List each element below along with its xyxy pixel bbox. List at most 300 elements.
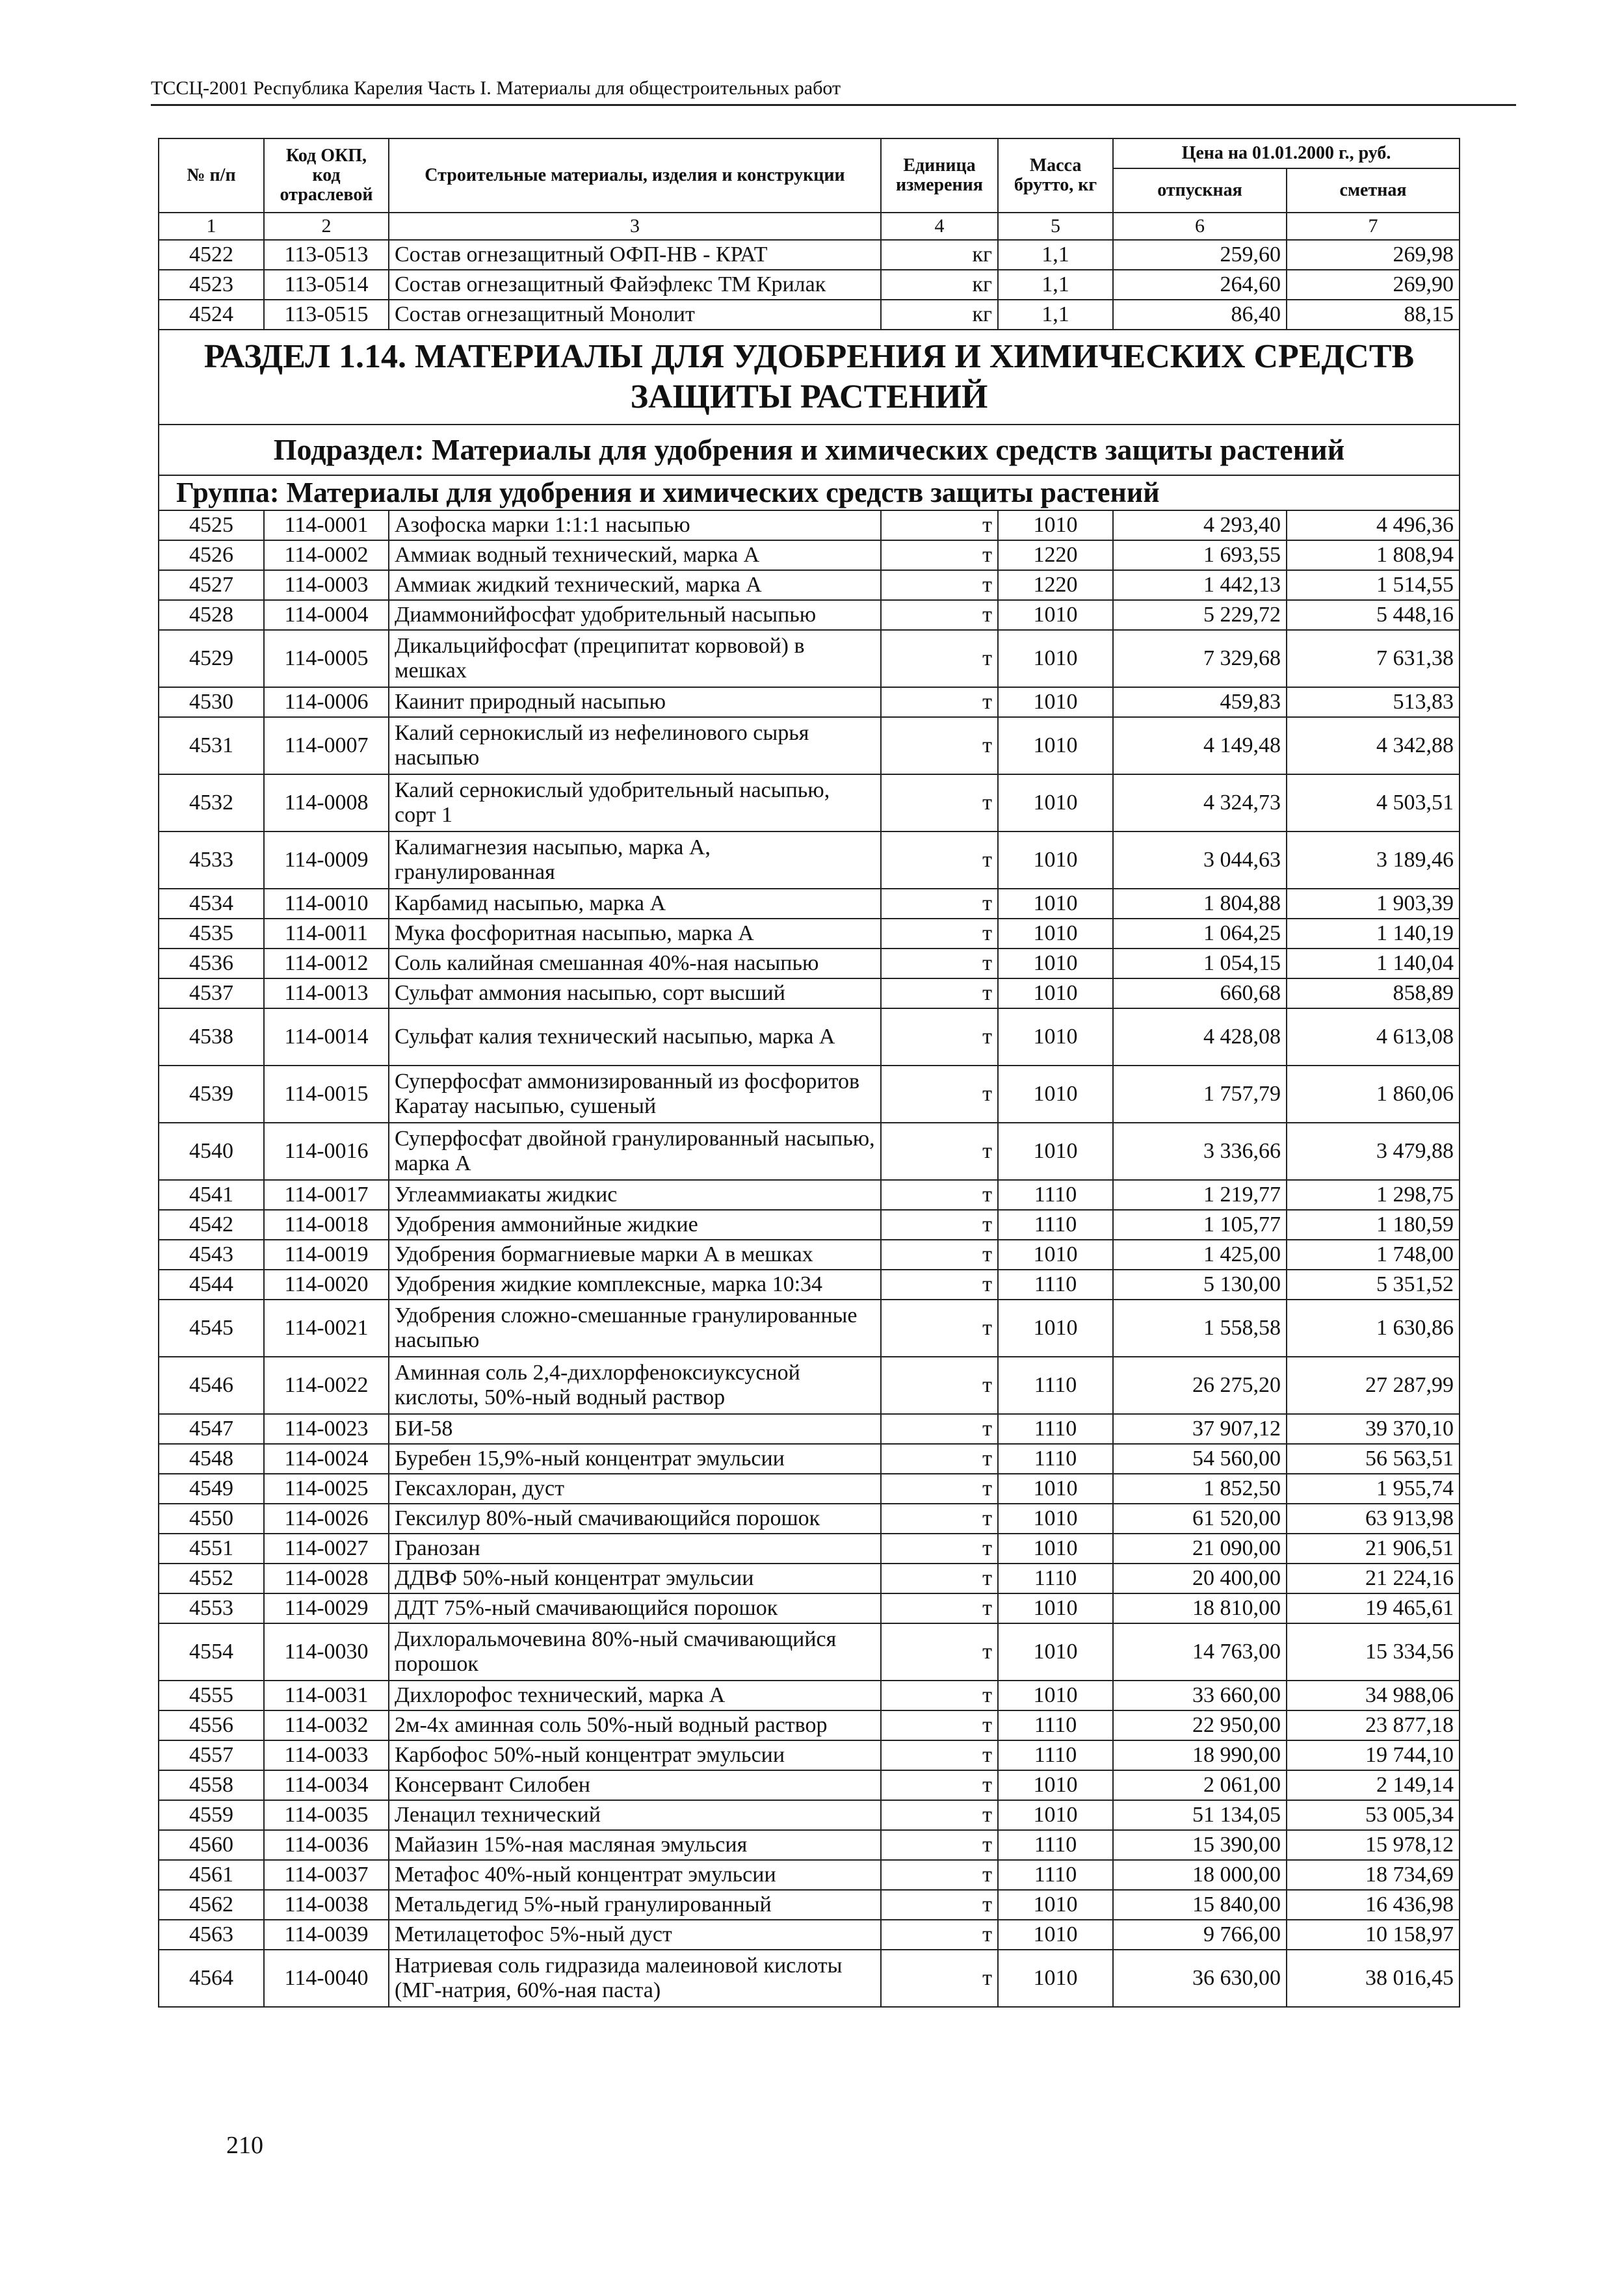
row-mass: 1010	[998, 1300, 1113, 1357]
row-name: Майазин 15%-ная масляная эмульсия	[389, 1830, 881, 1860]
row-unit: т	[881, 1710, 998, 1740]
row-unit: т	[881, 1920, 998, 1950]
row-price-release: 1 693,55	[1113, 540, 1287, 570]
row-unit: т	[881, 831, 998, 889]
row-mass: 1010	[998, 1008, 1113, 1066]
table-row	[159, 600, 1460, 630]
row-code: 114-0028	[264, 1564, 389, 1593]
row-mass: 1010	[998, 630, 1113, 687]
row-unit: т	[881, 1357, 998, 1414]
row-number: 4523	[159, 270, 264, 300]
row-price-release: 18 000,00	[1113, 1860, 1287, 1890]
row-code: 114-0038	[264, 1890, 389, 1920]
row-name: Гексахлоран, дуст	[389, 1474, 881, 1504]
row-number: 4535	[159, 919, 264, 949]
row-code: 114-0030	[264, 1623, 389, 1681]
table-row	[159, 1920, 1460, 1950]
row-name: Аммиак водный технический, марка А	[389, 540, 881, 570]
row-mass: 1220	[998, 570, 1113, 600]
group-title: Группа: Материалы для удобрения и химических средств защиты растений	[159, 475, 1460, 510]
row-name: Дихлоральмочевина 80%-ный смачивающийся порошок	[389, 1623, 881, 1681]
row-price-estimate: 1 630,86	[1287, 1300, 1460, 1357]
row-price-estimate: 3 479,88	[1287, 1123, 1460, 1180]
row-name: Гранозан	[389, 1534, 881, 1564]
row-code: 114-0020	[264, 1270, 389, 1300]
row-mass: 1010	[998, 774, 1113, 831]
row-number: 4538	[159, 1008, 264, 1066]
row-price-estimate: 1 808,94	[1287, 540, 1460, 570]
section-title: РАЗДЕЛ 1.14. МАТЕРИАЛЫ ДЛЯ УДОБРЕНИЯ И ХИМИЧЕСКИХ СРЕДСТВ ЗАЩИТЫ РАСТЕНИЙ	[159, 330, 1460, 425]
row-name: Удобрения жидкие комплексные, марка 10:34	[389, 1270, 881, 1300]
table-row	[159, 1300, 1460, 1357]
row-price-release: 51 134,05	[1113, 1800, 1287, 1830]
row-unit: т	[881, 1770, 998, 1800]
row-unit: т	[881, 774, 998, 831]
row-mass: 1110	[998, 1357, 1113, 1414]
row-price-estimate: 1 514,55	[1287, 570, 1460, 600]
subsection-title: Подраздел: Материалы для удобрения и химических средств защиты растений	[159, 425, 1460, 475]
row-unit: кг	[881, 300, 998, 330]
table-body-top	[159, 240, 1460, 330]
row-unit: т	[881, 1890, 998, 1920]
row-price-estimate: 53 005,34	[1287, 1800, 1460, 1830]
row-number: 4531	[159, 717, 264, 774]
row-price-estimate: 858,89	[1287, 978, 1460, 1008]
row-code: 114-0017	[264, 1180, 389, 1210]
row-unit: т	[881, 978, 998, 1008]
row-name: ДДВФ 50%-ный концентрат эмульсии	[389, 1564, 881, 1593]
table-row	[159, 889, 1460, 919]
row-price-release: 1 442,13	[1113, 570, 1287, 600]
row-price-release: 21 090,00	[1113, 1534, 1287, 1564]
section-row	[159, 330, 1460, 425]
table-row	[159, 1357, 1460, 1414]
row-mass: 1010	[998, 889, 1113, 919]
row-unit: т	[881, 540, 998, 570]
price-table-wrap	[158, 138, 1459, 2008]
row-code: 114-0004	[264, 600, 389, 630]
row-unit: т	[881, 1623, 998, 1681]
row-price-release: 459,83	[1113, 687, 1287, 717]
row-code: 114-0023	[264, 1414, 389, 1444]
table-row	[159, 1830, 1460, 1860]
table-row	[159, 1210, 1460, 1240]
row-price-release: 33 660,00	[1113, 1681, 1287, 1710]
row-code: 114-0033	[264, 1740, 389, 1770]
row-unit: т	[881, 1534, 998, 1564]
row-unit: т	[881, 1066, 998, 1123]
running-header: ТССЦ-2001 Республика Карелия Часть I. Материалы для общестроительных работ	[151, 73, 1516, 106]
row-mass: 1010	[998, 1770, 1113, 1800]
row-number: 4524	[159, 300, 264, 330]
row-price-estimate: 1 903,39	[1287, 889, 1460, 919]
row-unit: т	[881, 889, 998, 919]
row-mass: 1010	[998, 919, 1113, 949]
row-mass: 1010	[998, 1800, 1113, 1830]
row-mass: 1110	[998, 1414, 1113, 1444]
row-code: 114-0040	[264, 1950, 389, 2007]
table-row	[159, 510, 1460, 540]
row-mass: 1110	[998, 1710, 1113, 1740]
row-number: 4555	[159, 1681, 264, 1710]
table-body-main	[159, 510, 1460, 2007]
col-header-okp: Код ОКП, код отраслевой	[264, 138, 389, 213]
row-name: Карбамид насыпью, марка А	[389, 889, 881, 919]
column-number: 7	[1287, 213, 1460, 240]
table-row	[159, 240, 1460, 270]
row-price-estimate: 23 877,18	[1287, 1710, 1460, 1740]
row-name: Диаммонийфосфат удобрительный насыпью	[389, 600, 881, 630]
row-mass: 1010	[998, 949, 1113, 978]
row-mass: 1010	[998, 1534, 1113, 1564]
table-row	[159, 1593, 1460, 1623]
row-code: 114-0001	[264, 510, 389, 540]
row-code: 114-0024	[264, 1444, 389, 1474]
row-mass: 1,1	[998, 240, 1113, 270]
row-code: 114-0036	[264, 1830, 389, 1860]
row-name: Натриевая соль гидразида малеиновой кислоты (МГ-натрия, 60%-ная паста)	[389, 1950, 881, 2007]
row-code: 114-0027	[264, 1534, 389, 1564]
col-header-mass: Масса брутто, кг	[998, 138, 1113, 213]
row-price-release: 2 061,00	[1113, 1770, 1287, 1800]
row-name: БИ-58	[389, 1414, 881, 1444]
row-price-estimate: 4 342,88	[1287, 717, 1460, 774]
column-number: 1	[159, 213, 264, 240]
row-price-estimate: 15 978,12	[1287, 1830, 1460, 1860]
row-price-estimate: 10 158,97	[1287, 1920, 1460, 1950]
row-number: 4563	[159, 1920, 264, 1950]
row-mass: 1110	[998, 1830, 1113, 1860]
row-mass: 1110	[998, 1860, 1113, 1890]
row-number: 4543	[159, 1240, 264, 1270]
row-code: 114-0010	[264, 889, 389, 919]
row-unit: т	[881, 949, 998, 978]
row-price-release: 54 560,00	[1113, 1444, 1287, 1474]
row-name: Метальдегид 5%-ный гранулированный	[389, 1890, 881, 1920]
table-row	[159, 831, 1460, 889]
row-name: Ленацил технический	[389, 1800, 881, 1830]
table-row	[159, 1066, 1460, 1123]
table-row	[159, 1414, 1460, 1444]
table-row	[159, 1008, 1460, 1066]
row-number: 4560	[159, 1830, 264, 1860]
row-number: 4534	[159, 889, 264, 919]
row-number: 4529	[159, 630, 264, 687]
row-number: 4553	[159, 1593, 264, 1623]
row-code: 114-0009	[264, 831, 389, 889]
row-mass: 1010	[998, 1890, 1113, 1920]
row-price-estimate: 513,83	[1287, 687, 1460, 717]
row-number: 4540	[159, 1123, 264, 1180]
table-row	[159, 1504, 1460, 1534]
row-price-estimate: 4 613,08	[1287, 1008, 1460, 1066]
row-price-estimate: 4 503,51	[1287, 774, 1460, 831]
row-unit: кг	[881, 270, 998, 300]
row-number: 4527	[159, 570, 264, 600]
row-number: 4550	[159, 1504, 264, 1534]
row-code: 114-0022	[264, 1357, 389, 1414]
row-price-release: 61 520,00	[1113, 1504, 1287, 1534]
table-row	[159, 687, 1460, 717]
row-mass: 1220	[998, 540, 1113, 570]
row-price-release: 86,40	[1113, 300, 1287, 330]
row-price-estimate: 21 224,16	[1287, 1564, 1460, 1593]
row-price-release: 1 757,79	[1113, 1066, 1287, 1123]
col-header-price-release: отпускная	[1113, 168, 1287, 213]
row-name: Сульфат калия технический насыпью, марка А	[389, 1008, 881, 1066]
table-row	[159, 1860, 1460, 1890]
row-price-estimate: 19 744,10	[1287, 1740, 1460, 1770]
row-price-estimate: 15 334,56	[1287, 1623, 1460, 1681]
table-row	[159, 717, 1460, 774]
row-number: 4552	[159, 1564, 264, 1593]
row-code: 114-0016	[264, 1123, 389, 1180]
col-header-unit: Единица измерения	[881, 138, 998, 213]
row-mass: 1110	[998, 1180, 1113, 1210]
row-mass: 1010	[998, 1123, 1113, 1180]
row-price-estimate: 1 180,59	[1287, 1210, 1460, 1240]
row-price-release: 259,60	[1113, 240, 1287, 270]
row-number: 4564	[159, 1950, 264, 2007]
row-unit: т	[881, 510, 998, 540]
table-row	[159, 919, 1460, 949]
row-number: 4557	[159, 1740, 264, 1770]
row-name: Гексилур 80%-ный смачивающийся порошок	[389, 1504, 881, 1534]
table-row	[159, 1710, 1460, 1740]
row-name: Состав огнезащитный ОФП-НВ - КРАТ	[389, 240, 881, 270]
row-code: 114-0011	[264, 919, 389, 949]
row-price-release: 7 329,68	[1113, 630, 1287, 687]
table-row	[159, 1770, 1460, 1800]
row-price-release: 36 630,00	[1113, 1950, 1287, 2007]
row-price-estimate: 2 149,14	[1287, 1770, 1460, 1800]
row-name: Азофоска марки 1:1:1 насыпью	[389, 510, 881, 540]
row-mass: 1010	[998, 1474, 1113, 1504]
row-name: Аммиак жидкий технический, марка А	[389, 570, 881, 600]
row-price-release: 1 558,58	[1113, 1300, 1287, 1357]
row-code: 114-0008	[264, 774, 389, 831]
row-number: 4558	[159, 1770, 264, 1800]
table-row	[159, 1564, 1460, 1593]
row-unit: т	[881, 1830, 998, 1860]
row-unit: т	[881, 1681, 998, 1710]
row-mass: 1010	[998, 687, 1113, 717]
row-code: 114-0012	[264, 949, 389, 978]
row-price-estimate: 16 436,98	[1287, 1890, 1460, 1920]
row-unit: т	[881, 1008, 998, 1066]
row-number: 4537	[159, 978, 264, 1008]
table-row	[159, 1123, 1460, 1180]
column-number: 6	[1113, 213, 1287, 240]
row-number: 4559	[159, 1800, 264, 1830]
row-price-estimate: 1 140,04	[1287, 949, 1460, 978]
col-header-price-group: Цена на 01.01.2000 г., руб.	[1113, 138, 1460, 168]
row-mass: 1010	[998, 1504, 1113, 1534]
row-mass: 1,1	[998, 300, 1113, 330]
row-price-estimate: 1 298,75	[1287, 1180, 1460, 1210]
row-unit: т	[881, 1210, 998, 1240]
row-name: Суперфосфат двойной гранулированный насыпью, марка А	[389, 1123, 881, 1180]
column-number: 5	[998, 213, 1113, 240]
row-unit: т	[881, 717, 998, 774]
price-table	[158, 138, 1460, 2008]
row-mass: 1010	[998, 831, 1113, 889]
row-price-release: 1 064,25	[1113, 919, 1287, 949]
row-name: Мука фосфоритная насыпью, марка А	[389, 919, 881, 949]
row-mass: 1010	[998, 1623, 1113, 1681]
row-unit: т	[881, 600, 998, 630]
row-number: 4551	[159, 1534, 264, 1564]
column-number: 3	[389, 213, 881, 240]
row-price-release: 3 044,63	[1113, 831, 1287, 889]
row-price-estimate: 1 860,06	[1287, 1066, 1460, 1123]
row-name: Метилацетофос 5%-ный дуст	[389, 1920, 881, 1950]
row-unit: т	[881, 1240, 998, 1270]
table-row	[159, 270, 1460, 300]
row-number: 4542	[159, 1210, 264, 1240]
row-unit: т	[881, 630, 998, 687]
group-row	[159, 475, 1460, 510]
table-row	[159, 949, 1460, 978]
table-row	[159, 1474, 1460, 1504]
row-number: 4546	[159, 1357, 264, 1414]
row-price-estimate: 1 955,74	[1287, 1474, 1460, 1504]
row-name: ДДТ 75%-ный смачивающийся порошок	[389, 1593, 881, 1623]
row-code: 113-0515	[264, 300, 389, 330]
row-price-estimate: 269,90	[1287, 270, 1460, 300]
row-number: 4526	[159, 540, 264, 570]
row-mass: 1010	[998, 1066, 1113, 1123]
row-price-estimate: 27 287,99	[1287, 1357, 1460, 1414]
subsection-row	[159, 425, 1460, 475]
page-number: 210	[226, 2132, 263, 2159]
row-price-release: 22 950,00	[1113, 1710, 1287, 1740]
row-price-release: 264,60	[1113, 270, 1287, 300]
table-row	[159, 978, 1460, 1008]
row-price-release: 37 907,12	[1113, 1414, 1287, 1444]
row-code: 113-0514	[264, 270, 389, 300]
row-code: 114-0019	[264, 1240, 389, 1270]
row-mass: 1010	[998, 717, 1113, 774]
row-name: Состав огнезащитный Файэфлекс ТМ Крилак	[389, 270, 881, 300]
row-name: Удобрения аммонийные жидкие	[389, 1210, 881, 1240]
row-name: Консервант Силобен	[389, 1770, 881, 1800]
row-unit: т	[881, 687, 998, 717]
col-header-num: № п/п	[159, 138, 264, 213]
row-price-release: 18 990,00	[1113, 1740, 1287, 1770]
row-name: Дикальцийфосфат (преципитат корвовой) в мешках	[389, 630, 881, 687]
row-code: 114-0007	[264, 717, 389, 774]
row-code: 114-0029	[264, 1593, 389, 1623]
row-mass: 1110	[998, 1270, 1113, 1300]
row-price-estimate: 18 734,69	[1287, 1860, 1460, 1890]
row-price-release: 4 293,40	[1113, 510, 1287, 540]
row-number: 4539	[159, 1066, 264, 1123]
row-number: 4541	[159, 1180, 264, 1210]
row-mass: 1110	[998, 1444, 1113, 1474]
table-row	[159, 1270, 1460, 1300]
table-row	[159, 570, 1460, 600]
row-number: 4533	[159, 831, 264, 889]
row-code: 113-0513	[264, 240, 389, 270]
row-number: 4544	[159, 1270, 264, 1300]
row-mass: 1010	[998, 1950, 1113, 2007]
row-price-release: 15 390,00	[1113, 1830, 1287, 1860]
col-header-price-estimate: сметная	[1287, 168, 1460, 213]
table-row	[159, 1800, 1460, 1830]
row-number: 4536	[159, 949, 264, 978]
col-header-name: Строительные материалы, изделия и конструкции	[389, 138, 881, 213]
row-code: 114-0015	[264, 1066, 389, 1123]
row-unit: т	[881, 919, 998, 949]
row-price-release: 3 336,66	[1113, 1123, 1287, 1180]
row-unit: т	[881, 1180, 998, 1210]
row-price-estimate: 7 631,38	[1287, 630, 1460, 687]
row-price-release: 1 804,88	[1113, 889, 1287, 919]
row-code: 114-0002	[264, 540, 389, 570]
row-price-release: 660,68	[1113, 978, 1287, 1008]
row-price-release: 5 130,00	[1113, 1270, 1287, 1300]
row-unit: кг	[881, 240, 998, 270]
column-number: 4	[881, 213, 998, 240]
row-price-estimate: 63 913,98	[1287, 1504, 1460, 1534]
row-name: 2м-4х аминная соль 50%-ный водный раствор	[389, 1710, 881, 1740]
row-name: Калий сернокислый удобрительный насыпью, сорт 1	[389, 774, 881, 831]
row-number: 4530	[159, 687, 264, 717]
row-unit: т	[881, 1474, 998, 1504]
row-price-release: 1 425,00	[1113, 1240, 1287, 1270]
row-name: Сульфат аммония насыпью, сорт высший	[389, 978, 881, 1008]
row-price-estimate: 21 906,51	[1287, 1534, 1460, 1564]
row-unit: т	[881, 1123, 998, 1180]
table-row	[159, 1180, 1460, 1210]
row-unit: т	[881, 1950, 998, 2007]
row-code: 114-0034	[264, 1770, 389, 1800]
row-code: 114-0026	[264, 1504, 389, 1534]
row-name: Углеаммиакаты жидкис	[389, 1180, 881, 1210]
row-unit: т	[881, 1270, 998, 1300]
row-number: 4556	[159, 1710, 264, 1740]
row-price-release: 1 054,15	[1113, 949, 1287, 978]
row-mass: 1010	[998, 1681, 1113, 1710]
row-name: Карбофос 50%-ный концентрат эмульсии	[389, 1740, 881, 1770]
column-number: 2	[264, 213, 389, 240]
row-name: Соль калийная смешанная 40%-ная насыпью	[389, 949, 881, 978]
row-code: 114-0003	[264, 570, 389, 600]
row-price-release: 14 763,00	[1113, 1623, 1287, 1681]
row-mass: 1110	[998, 1210, 1113, 1240]
row-unit: т	[881, 1740, 998, 1770]
row-code: 114-0031	[264, 1681, 389, 1710]
row-price-release: 15 840,00	[1113, 1890, 1287, 1920]
row-code: 114-0005	[264, 630, 389, 687]
row-name: Калий сернокислый из нефелинового сырья насыпью	[389, 717, 881, 774]
row-price-estimate: 1 140,19	[1287, 919, 1460, 949]
row-name: Буребен 15,9%-ный концентрат эмульсии	[389, 1444, 881, 1474]
table-row	[159, 1950, 1460, 2007]
row-price-release: 1 852,50	[1113, 1474, 1287, 1504]
row-price-release: 4 428,08	[1113, 1008, 1287, 1066]
table-row	[159, 774, 1460, 831]
row-mass: 1010	[998, 510, 1113, 540]
row-price-release: 1 219,77	[1113, 1180, 1287, 1210]
row-mass: 1010	[998, 1593, 1113, 1623]
row-number: 4561	[159, 1860, 264, 1890]
row-unit: т	[881, 1800, 998, 1830]
row-price-estimate: 88,15	[1287, 300, 1460, 330]
row-price-release: 4 324,73	[1113, 774, 1287, 831]
row-price-estimate: 269,98	[1287, 240, 1460, 270]
